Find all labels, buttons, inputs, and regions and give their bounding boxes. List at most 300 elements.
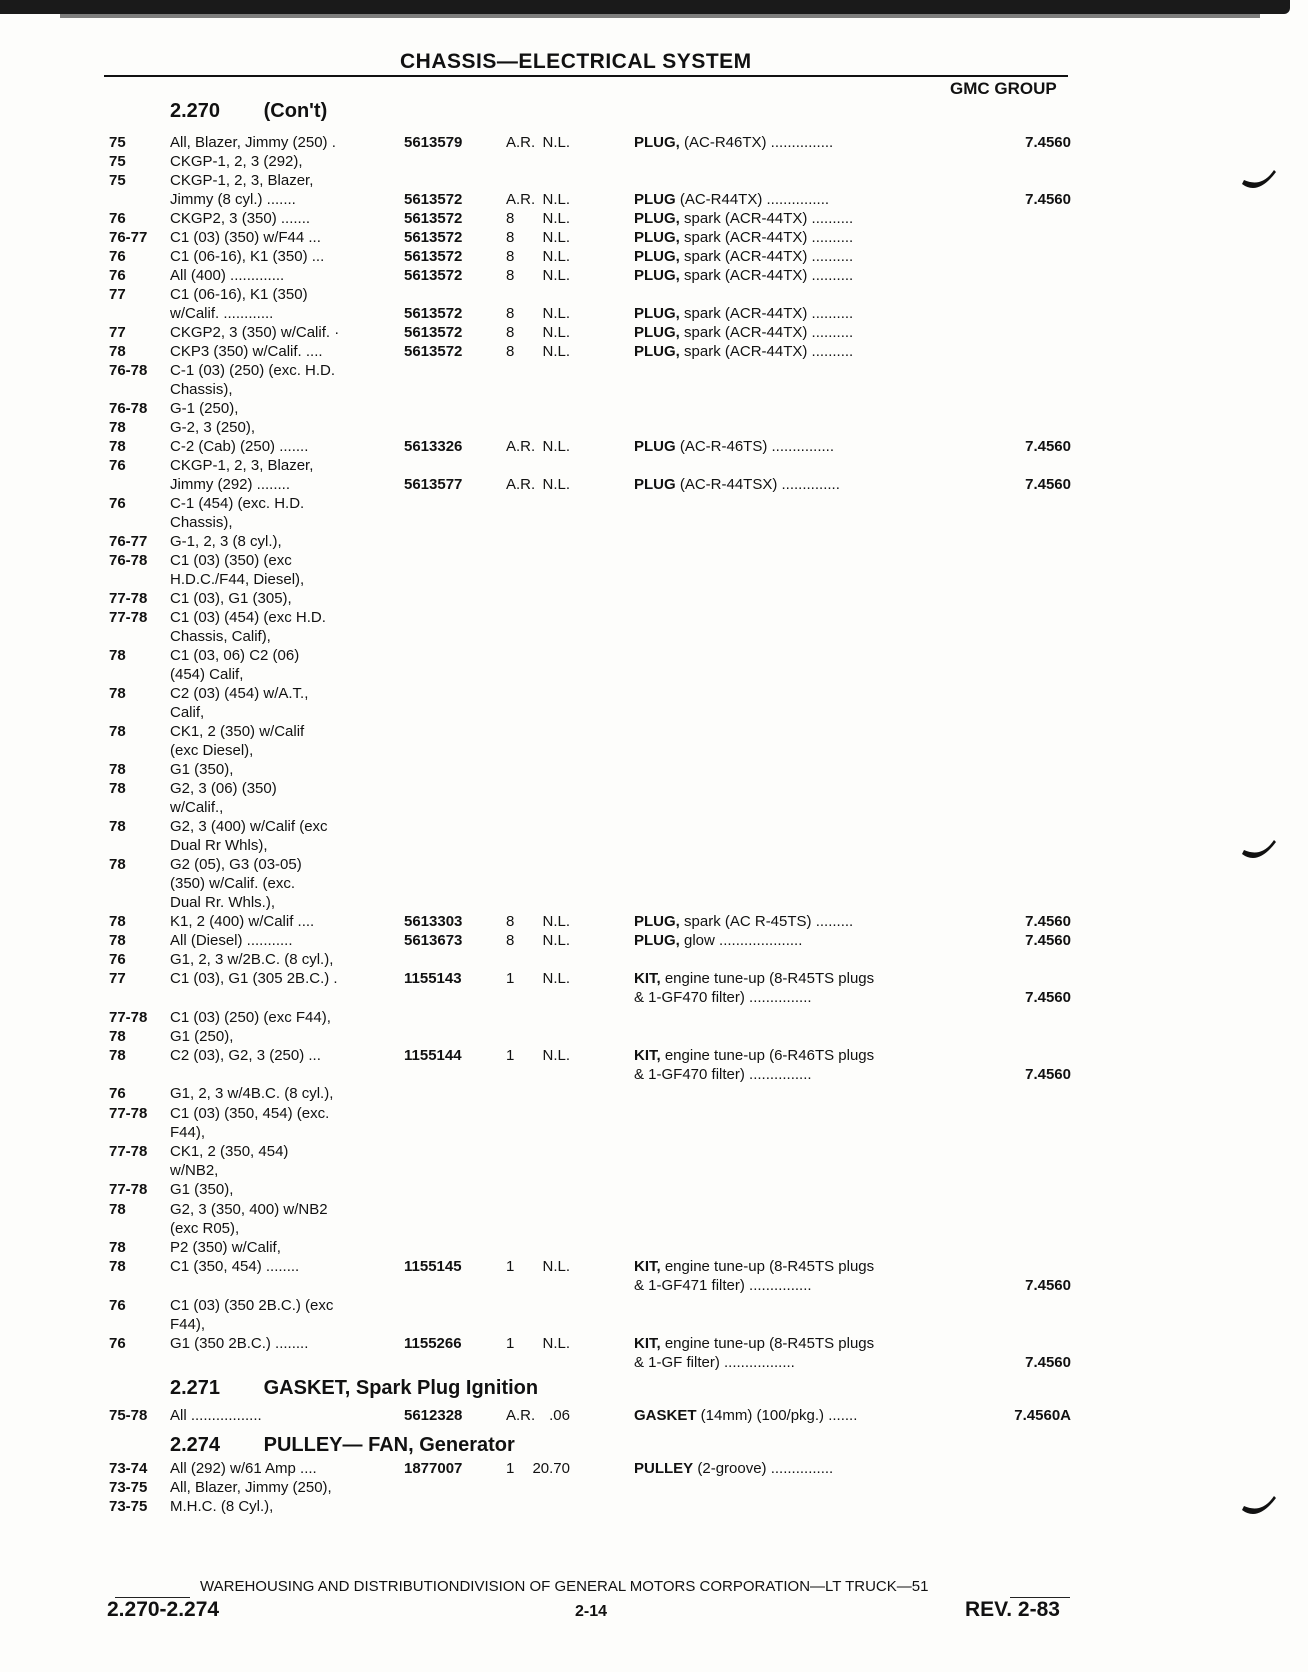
part-description [634,1459,833,1478]
list-price: N.L. [542,191,570,208]
quantity: 1 [506,1335,515,1352]
table-row [0,608,1308,627]
table-row [0,893,1308,912]
model-year: 78 [109,1239,126,1256]
part-number: 5613572 [404,229,463,246]
quantity: 8 [506,932,515,949]
table-row [0,722,1308,741]
part-name: PLUG, [634,913,680,930]
part-detail: & 1-GF471 filter) ............... [634,1277,812,1294]
model-year: 75 [109,172,126,189]
application-desc: C1 (03) (454) (exc H.D. [170,609,326,626]
table-row [0,627,1308,646]
part-detail: spark (ACR-44TX) .......... [679,267,854,284]
part-description [634,1406,857,1425]
list-price: 20.70 [532,1460,570,1477]
model-year: 77-78 [109,1181,148,1198]
application-desc: G-2, 3 (250), [170,419,256,436]
list-price: N.L. [542,134,570,151]
section-title: PULLEY— FAN, Generator [263,1434,515,1456]
group-number: 7.4560 [1025,1354,1071,1371]
model-year: 78 [109,723,126,740]
table-row [0,836,1308,855]
application-desc: All ................. [170,1407,262,1424]
model-year: 76 [109,951,126,968]
part-detail: & 1-GF470 filter) ............... [634,989,812,1006]
application-desc: w/Calif. ............ [170,305,274,322]
group-number: 7.4560 [1025,989,1071,1006]
application-desc: G2 (05), G3 (03-05) [170,856,302,873]
part-number: 5613572 [404,248,463,265]
application-desc: G1, 2, 3 w/2B.C. (8 cyl.), [170,951,334,968]
part-detail: (AC-R46TX) ............... [679,134,834,151]
part-description [634,1334,874,1353]
quantity: A.R. [506,191,536,208]
table-row [0,1257,1308,1276]
part-name: KIT, [634,970,661,987]
section-number: 2.271 [170,1377,221,1399]
table-row [0,855,1308,874]
model-year: 76-77 [109,533,148,550]
part-description [634,988,812,1007]
part-detail: (AC-R-44TSX) .............. [675,476,840,493]
part-description [634,931,802,950]
section-heading-2-274 [170,1434,515,1457]
list-price: N.L. [542,343,570,360]
group-number: 7.4560 [1025,932,1071,949]
table-row [0,684,1308,703]
part-number: 5613577 [404,476,463,493]
part-name: PLUG, [634,134,680,151]
application-desc: G1 (250), [170,1028,234,1045]
table-row [0,399,1308,418]
quantity: 8 [506,324,515,341]
quantity: 8 [506,343,515,360]
table-row [0,285,1308,304]
application-desc: CKGP-1, 2, 3 (292), [170,153,303,170]
table-row [0,1027,1308,1046]
table-row [0,950,1308,969]
part-detail: engine tune-up (8-R45TS plugs [660,1258,875,1275]
table-row [0,304,1308,323]
application-desc: M.H.C. (8 Cyl.), [170,1498,274,1515]
model-year: 78 [109,1258,126,1275]
list-price: N.L. [542,305,570,322]
model-year: 76 [109,248,126,265]
application-desc: C1 (03) (350 2B.C.) (exc [170,1297,334,1314]
model-year: 75 [109,153,126,170]
part-name: PLUG, [634,229,680,246]
application-desc: CKGP2, 3 (350) w/Calif. · [170,324,340,341]
table-row [0,190,1308,209]
model-year: 76 [109,457,126,474]
table-row [0,969,1308,988]
model-year: 75-78 [109,1407,148,1424]
application-desc: C1 (350, 454) ........ [170,1258,300,1275]
application-desc: C-1 (03) (250) (exc. H.D. [170,362,336,379]
quantity: 1 [506,1460,515,1477]
table-row [0,760,1308,779]
part-name: PLUG [634,191,676,208]
table-row [0,646,1308,665]
group-number: 7.4560 [1025,476,1071,493]
model-year: 77-78 [109,1105,148,1122]
part-detail: (2-groove) ............... [693,1460,834,1477]
table-row [0,551,1308,570]
model-year: 78 [109,761,126,778]
application-desc: P2 (350) w/Calif, [170,1239,281,1256]
page-title: CHASSIS—ELECTRICAL SYSTEM [400,50,752,73]
part-detail: spark (ACR-44TX) .......... [679,324,854,341]
list-price: N.L. [542,210,570,227]
application-desc: All (400) ............. [170,267,285,284]
table-row [0,171,1308,190]
quantity: 8 [506,210,515,227]
application-desc: CKP3 (350) w/Calif. .... [170,343,323,360]
model-year: 76-78 [109,400,148,417]
application-desc: Chassis, Calif), [170,628,271,645]
quantity: 8 [506,248,515,265]
table-row [0,1406,1308,1425]
table-row [0,342,1308,361]
model-year: 77 [109,286,126,303]
application-desc: Jimmy (292) ........ [170,476,291,493]
part-number: 5613673 [404,932,463,949]
footer-revision: REV. 2-83 [965,1598,1060,1621]
table-row [0,665,1308,684]
model-year: 77-78 [109,1143,148,1160]
application-desc: Dual Rr Whls), [170,837,268,854]
model-year: 76-78 [109,362,148,379]
part-number: 5613572 [404,210,463,227]
binder-clip-mark [1240,838,1278,864]
application-desc: w/Calif., [170,799,224,816]
group-number: 7.4560 [1025,1277,1071,1294]
model-year: 78 [109,913,126,930]
title-rule [104,75,1068,77]
part-name: PLUG, [634,248,680,265]
model-year: 75 [109,134,126,151]
part-description [634,247,853,266]
table-row [0,361,1308,380]
table-row [0,1459,1308,1478]
application-desc: (454) Calif, [170,666,244,683]
table-row [0,570,1308,589]
model-year: 73-75 [109,1479,148,1496]
application-desc: CKGP-1, 2, 3, Blazer, [170,457,314,474]
application-desc: Jimmy (8 cyl.) ....... [170,191,296,208]
application-desc: CKGP-1, 2, 3, Blazer, [170,172,314,189]
table-row [0,1334,1308,1353]
scan-top-shadow [60,14,1260,18]
part-number: 5613579 [404,134,463,151]
binder-clip-mark [1240,1494,1278,1520]
part-name: KIT, [634,1047,661,1064]
application-desc: Chassis), [170,381,233,398]
table-row [0,513,1308,532]
list-price: N.L. [542,1258,570,1275]
part-name: PLUG [634,476,676,493]
part-detail: spark (ACR-44TX) .......... [679,210,854,227]
part-description [634,437,834,456]
application-desc: CK1, 2 (350, 454) [170,1143,289,1160]
table-row [0,741,1308,760]
quantity: 8 [506,229,515,246]
application-desc: Calif, [170,704,205,721]
table-row [0,1046,1308,1065]
model-year: 78 [109,780,126,797]
application-desc: All, Blazer, Jimmy (250), [170,1479,332,1496]
model-year: 76-78 [109,552,148,569]
table-row [0,532,1308,551]
group-number: 7.4560 [1025,191,1071,208]
part-number: 5613572 [404,191,463,208]
table-row [0,912,1308,931]
application-desc: (exc Diesel), [170,742,254,759]
table-row [0,1497,1308,1516]
table-row [0,1161,1308,1180]
model-year: 78 [109,419,126,436]
application-desc: (350) w/Calif. (exc. [170,875,296,892]
table-row [0,209,1308,228]
footer-page-number: 2-14 [575,1603,608,1620]
section-heading-2-270 [170,100,327,123]
table-row [0,1200,1308,1219]
application-desc: C1 (03) (350) (exc [170,552,292,569]
application-desc: C2 (03), G2, 3 (250) ... [170,1047,321,1064]
table-row [0,798,1308,817]
table-row [0,817,1308,836]
part-name: GASKET [634,1407,697,1424]
model-year: 78 [109,438,126,455]
model-year: 77 [109,970,126,987]
application-desc: CK1, 2 (350) w/Calif [170,723,305,740]
list-price: N.L. [542,324,570,341]
table-row [0,703,1308,722]
part-description [634,1353,795,1372]
part-number: 5613303 [404,913,463,930]
part-description [634,475,840,494]
part-name: PLUG, [634,932,680,949]
model-year: 76 [109,267,126,284]
quantity: A.R. [506,476,536,493]
table-row [0,1276,1308,1295]
application-desc: C1 (03) (350, 454) (exc. [170,1105,330,1122]
application-desc: C1 (03), G1 (305), [170,590,292,607]
binder-clip-mark [1240,168,1278,194]
section-title: GASKET, Spark Plug Ignition [263,1377,539,1399]
list-price: N.L. [542,1335,570,1352]
application-desc: G-1, 2, 3 (8 cyl.), [170,533,282,550]
table-row [0,931,1308,950]
model-year: 76-77 [109,229,148,246]
model-year: 78 [109,818,126,835]
model-year: 76 [109,1085,126,1102]
model-year: 78 [109,856,126,873]
footer-section-range: 2.270-2.274 [107,1598,220,1621]
application-desc: C-2 (Cab) (250) ....... [170,438,309,455]
part-description [634,133,833,152]
part-description [634,209,853,228]
list-price: N.L. [542,229,570,246]
part-description [634,190,829,209]
part-description [634,228,853,247]
part-name: PLUG, [634,343,680,360]
application-desc: C1 (03, 06) C2 (06) [170,647,300,664]
part-number: 5613572 [404,267,463,284]
application-desc: C-1 (454) (exc. H.D. [170,495,305,512]
list-price: N.L. [542,970,570,987]
group-number: 7.4560 [1025,1066,1071,1083]
part-detail: & 1-GF filter) ................. [634,1354,795,1371]
part-name: PLUG, [634,324,680,341]
model-year: 76 [109,1297,126,1314]
table-row [0,380,1308,399]
list-price: .06 [549,1407,570,1424]
application-desc: All, Blazer, Jimmy (250) . [170,134,336,151]
list-price: N.L. [542,913,570,930]
application-desc: G1 (350), [170,761,234,778]
part-number: 5613572 [404,324,463,341]
model-year: 78 [109,1201,126,1218]
table-row [0,494,1308,513]
part-description [634,912,853,931]
part-detail: spark (AC R-45TS) ......... [679,913,854,930]
part-number: 5613572 [404,305,463,322]
model-year: 78 [109,343,126,360]
application-desc: G2, 3 (350, 400) w/NB2 [170,1201,328,1218]
table-row [0,152,1308,171]
model-year: 78 [109,1028,126,1045]
section-number: 2.274 [170,1434,221,1456]
application-desc: G1, 2, 3 w/4B.C. (8 cyl.), [170,1085,334,1102]
table-row [0,1008,1308,1027]
model-year: 77-78 [109,1009,148,1026]
table-row [0,323,1308,342]
model-year: 77 [109,324,126,341]
table-row [0,1123,1308,1142]
part-number: 5613572 [404,343,463,360]
table-row [0,475,1308,494]
scan-top-edge [0,0,1290,14]
model-year: 76 [109,495,126,512]
list-price: N.L. [542,438,570,455]
group-number: 7.4560 [1025,438,1071,455]
table-row [0,1219,1308,1238]
part-name: PULLEY [634,1460,694,1477]
group-column-label: GMC GROUP [950,79,1057,98]
part-detail: spark (ACR-44TX) .......... [679,343,854,360]
part-description [634,1257,874,1276]
quantity: 1 [506,1258,515,1275]
part-detail: engine tune-up (8-R45TS plugs [660,1335,875,1352]
part-name: PLUG [634,438,676,455]
application-desc: K1, 2 (400) w/Calif .... [170,913,315,930]
application-desc: G1 (350), [170,1181,234,1198]
model-year: 73-75 [109,1498,148,1515]
section-title: (Con't) [263,100,328,122]
table-row [0,133,1308,152]
application-desc: G1 (350 2B.C.) ........ [170,1335,309,1352]
table-row [0,1353,1308,1372]
table-row [0,1065,1308,1084]
part-description [634,1065,812,1084]
application-desc: C1 (06-16), K1 (350) ... [170,248,325,265]
application-desc: (exc R05), [170,1220,240,1237]
application-desc: C1 (03) (250) (exc F44), [170,1009,331,1026]
table-row [0,1104,1308,1123]
application-desc: Dual Rr. Whls.), [170,894,276,911]
application-desc: C1 (06-16), K1 (350) [170,286,308,303]
application-desc: All (Diesel) ........... [170,932,293,949]
table-row [0,456,1308,475]
table-row [0,1142,1308,1161]
quantity: A.R. [506,438,536,455]
part-name: PLUG, [634,305,680,322]
list-price: N.L. [542,932,570,949]
section-heading-2-271 [170,1377,538,1400]
part-name: PLUG, [634,267,680,284]
table-row [0,1478,1308,1497]
quantity: 1 [506,970,515,987]
list-price: N.L. [542,476,570,493]
part-detail: engine tune-up (6-R46TS plugs [660,1047,875,1064]
model-year: 78 [109,647,126,664]
quantity: 8 [506,913,515,930]
part-number: 5612328 [404,1407,463,1424]
table-row [0,1084,1308,1103]
table-row [0,247,1308,266]
table-row [0,589,1308,608]
table-row [0,228,1308,247]
part-description [634,1046,874,1065]
table-row [0,779,1308,798]
group-number: 7.4560A [1014,1407,1071,1424]
part-detail: & 1-GF470 filter) ............... [634,1066,812,1083]
model-year: 77-78 [109,609,148,626]
model-year: 78 [109,685,126,702]
part-detail: glow .................... [679,932,803,949]
footer-text: WAREHOUSING AND DISTRIBUTIONDIVISION OF GENERAL MOTORS CORPORATION—LT TRUCK—51 [200,1578,929,1595]
part-description [634,304,853,323]
part-description [634,323,853,342]
application-desc: w/NB2, [170,1162,219,1179]
part-number: 1155143 [404,970,462,987]
part-description [634,266,853,285]
application-desc: H.D.C./F44, Diesel), [170,571,305,588]
table-row [0,1315,1308,1334]
part-detail: (AC-R44TX) ............... [675,191,830,208]
part-detail: spark (ACR-44TX) .......... [679,305,854,322]
table-row [0,1238,1308,1257]
part-detail: engine tune-up (8-R45TS plugs [660,970,875,987]
part-detail: spark (ACR-44TX) .......... [679,229,854,246]
list-price: N.L. [542,248,570,265]
model-year: 73-74 [109,1460,148,1477]
table-row [0,418,1308,437]
model-year: 78 [109,1047,126,1064]
application-desc: C1 (03) (350) w/F44 ... [170,229,321,246]
table-row [0,437,1308,456]
table-row [0,266,1308,285]
table-row [0,988,1308,1007]
quantity: A.R. [506,1407,536,1424]
application-desc: C2 (03) (454) w/A.T., [170,685,309,702]
quantity: 8 [506,267,515,284]
list-price: N.L. [542,1047,570,1064]
application-desc: G2, 3 (06) (350) [170,780,277,797]
group-number: 7.4560 [1025,913,1071,930]
